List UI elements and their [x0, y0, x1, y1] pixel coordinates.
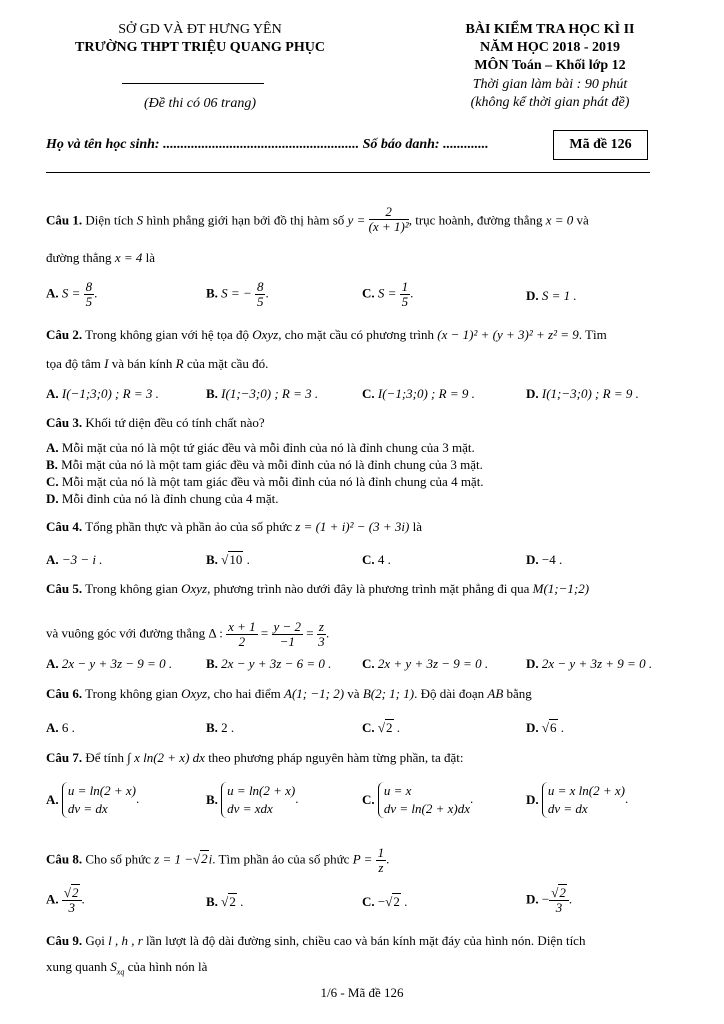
- q3-option-d[interactable]: D. Mỗi đỉnh của nó là đỉnh chung của 4 mặt.: [46, 491, 279, 506]
- question-text: Khối tứ diện đều có tính chất nào?: [85, 415, 265, 430]
- q1-option-b[interactable]: B. S = − $\frac{8}{5}$ .: [206, 279, 269, 309]
- question-9-line2: [46, 959, 684, 981]
- exam-code-box: Mã đề 126: [553, 130, 648, 160]
- q2-option-d[interactable]: D. I(1;−3;0) ; R = 9 .: [526, 386, 639, 401]
- q5-option-a[interactable]: A. 2x − y + 3z − 9 = 0 .: [46, 656, 173, 671]
- question-label: Câu 2.: [46, 327, 83, 342]
- q2-option-c[interactable]: C. I(−1;3;0) ; R = 9 .: [362, 386, 475, 401]
- q7-option-c[interactable]: C. u = x dv = ln(2 + x)dx .: [362, 783, 474, 816]
- math-expr: x = 0: [545, 212, 574, 228]
- math-expr: P =: [352, 851, 373, 867]
- q5-option-c[interactable]: C. 2x + y + 3z − 9 = 0 .: [362, 656, 489, 671]
- question-text: bằng: [506, 686, 532, 701]
- question-text: , phương trình nào dưới đây là phương trình mặt phẳng đi qua: [207, 581, 530, 596]
- q6-option-a[interactable]: A. 6 .: [46, 720, 75, 735]
- q5-option-d[interactable]: D. 2x − y + 3z + 9 = 0 .: [526, 656, 653, 671]
- math-expr: y =: [347, 212, 366, 228]
- q3-option-b[interactable]: B. Mỗi mặt của nó là một tam giác đều và mỗi đỉnh của nó là đỉnh chung của 3 mặt.: [46, 457, 483, 472]
- question-text: hình phẳng giới hạn bởi đồ thị hàm số: [146, 212, 345, 228]
- question-6: [46, 686, 684, 702]
- question-text: và bán kính: [111, 356, 173, 371]
- q4-option-c[interactable]: C. 4 .: [362, 552, 391, 567]
- math-var: Oxyz: [181, 581, 208, 596]
- question-text: và vuông góc với đường thẳng: [46, 625, 206, 641]
- q8-option-a[interactable]: A. $\frac{√2}{3}$ .: [46, 885, 85, 915]
- math-subscript: xq: [116, 967, 125, 977]
- question-1-line2: [46, 250, 684, 266]
- page-footer: 1/6 - Mã đề 126: [320, 985, 404, 1000]
- math-var: S: [136, 212, 144, 228]
- question-text: Gọi: [85, 933, 105, 948]
- q8-option-d[interactable]: D. − $\frac{√2}{3}$ .: [526, 885, 573, 915]
- math-expr: (x − 1)² + (y + 3)² + z² = 9: [437, 327, 579, 342]
- p-fraction: $\frac{1}{z}$: [377, 845, 385, 875]
- function-fraction: $\frac{2}{\text{(x + 1)²}}$: [368, 204, 409, 234]
- math-expr: z = (1 + i)² − (3 + 3i): [295, 519, 410, 534]
- question-text: . Tìm: [578, 327, 607, 342]
- q6-option-c[interactable]: C. √2 .: [362, 720, 401, 735]
- q8-option-b[interactable]: B. √2 .: [206, 894, 244, 909]
- page-count-note: (Đề thi có 06 trang): [144, 96, 256, 111]
- question-text: . Độ dài đoạn: [414, 686, 485, 701]
- question-text: lần lượt là độ dài đường sinh, chiều cao và bán kính mặt đáy của hình nón. Diện tích: [146, 933, 586, 948]
- question-5: [46, 581, 684, 597]
- question-8: Câu 8. Cho số phức z = 1 −√2i. Tìm phần ảo của số phức P = $\frac{1}{z}$ .: [46, 845, 390, 875]
- question-text: của mặt cầu đó.: [186, 356, 269, 371]
- q7-option-d[interactable]: D. u = x ln(2 + x) dv = dx .: [526, 783, 629, 816]
- math-expr: l , h , r: [108, 933, 143, 948]
- question-text: . Tìm phần ảo của số phức: [212, 851, 350, 867]
- exam-time: Thời gian làm bài : 90 phút: [472, 77, 628, 92]
- question-text: Để tính: [85, 750, 125, 765]
- question-text: , trục hoành, đường thẳng: [408, 212, 543, 228]
- question-text: xung quanh: [46, 959, 108, 974]
- question-text: Trong không gian với hệ tọa độ: [85, 327, 249, 342]
- line-fraction: $\frac{x + 1}{2}$: [228, 619, 256, 649]
- math-var: AB: [487, 686, 504, 701]
- q1-option-a[interactable]: A. S = $\frac{8}{5}$ .: [46, 279, 98, 309]
- math-expr: Δ :: [208, 625, 223, 641]
- question-9: [46, 933, 684, 949]
- question-label: Câu 1.: [46, 212, 83, 228]
- math-var: Oxyz: [181, 686, 208, 701]
- math-expr: A(1; −1; 2): [284, 686, 345, 701]
- question-3: [46, 415, 684, 431]
- question-text: Cho số phức: [85, 851, 151, 867]
- question-label: Câu 8.: [46, 851, 83, 867]
- q3-option-a[interactable]: A. Mỗi mặt của nó là một tứ giác đều và mỗi đỉnh của nó là đỉnh chung của 3 mặt.: [46, 440, 475, 455]
- student-info-line: Họ và tên học sinh: ........................................................ Số báo danh: .............: [46, 137, 489, 152]
- math-var: Oxyz: [252, 327, 279, 342]
- q4-option-d[interactable]: D. −4 .: [526, 552, 563, 567]
- q1-option-c[interactable]: C. S = $\frac{1}{5}$ .: [362, 279, 414, 309]
- question-5-line2: và vuông góc với đường thẳng Δ : $\frac{x + 1}{2}$ = $\frac{y - 2}{-1}$ = $\frac{z}{3}$ .: [46, 619, 330, 649]
- question-text: , cho hai điểm: [207, 686, 281, 701]
- question-label: Câu 6.: [46, 686, 83, 701]
- question-2: [46, 327, 684, 343]
- question-text: tọa độ tâm: [46, 356, 101, 371]
- math-var: S: [110, 959, 117, 974]
- q8-option-c[interactable]: C. −√2 .: [362, 894, 408, 909]
- q1-option-d[interactable]: D. S = 1 .: [526, 288, 577, 303]
- question-7: [46, 750, 684, 766]
- question-text: và: [576, 212, 589, 228]
- line-fraction: $\frac{y - 2}{-1}$: [273, 619, 302, 649]
- math-expr: ∫ x ln(2 + x) dx: [127, 750, 205, 765]
- q6-option-d[interactable]: D. √6 .: [526, 720, 565, 735]
- subject: MÔN Toán – Khối lớp 12: [474, 58, 626, 73]
- q5-option-b[interactable]: B. 2x − y + 3z − 6 = 0 .: [206, 656, 332, 671]
- header-divider: [122, 83, 264, 84]
- math-var: R: [175, 356, 184, 371]
- math-expr: B(2; 1; 1): [362, 686, 415, 701]
- header-bottom-rule: [46, 172, 650, 173]
- question-1: [46, 204, 684, 236]
- question-text: Tổng phần thực và phần ảo của số phức: [85, 519, 293, 534]
- question-text: Diện tích: [85, 212, 134, 228]
- math-expr: z = 1 −: [154, 851, 194, 867]
- question-text: đường thẳng: [46, 250, 112, 265]
- question-label: Câu 9.: [46, 933, 83, 948]
- question-2-line2: [46, 356, 684, 372]
- question-text: là: [145, 250, 155, 265]
- question-text: của hình nón là: [127, 959, 208, 974]
- question-label: Câu 3.: [46, 415, 83, 430]
- question-text: Trong không gian: [85, 581, 178, 596]
- q7-option-b[interactable]: B. u = ln(2 + x) dv = xdx .: [206, 783, 299, 816]
- question-text: là: [412, 519, 422, 534]
- question-text: , cho mặt cầu có phương trình: [278, 327, 435, 342]
- department-name: SỞ GD VÀ ĐT HƯNG YÊN: [118, 22, 282, 37]
- math-expr: M(1;−1;2): [532, 581, 590, 596]
- q2-option-a[interactable]: A. I(−1;3;0) ; R = 3 .: [46, 386, 159, 401]
- math-expr: x = 4: [114, 250, 143, 265]
- school-name: TRƯỜNG THPT TRIỆU QUANG PHỤC: [75, 40, 325, 55]
- q2-option-b[interactable]: B. I(1;−3;0) ; R = 3 .: [206, 386, 319, 401]
- exam-title: BÀI KIỂM TRA HỌC KÌ II: [465, 22, 635, 37]
- question-label: Câu 5.: [46, 581, 83, 596]
- exam-time-note: (không kể thời gian phát đề): [470, 95, 630, 110]
- question-label: Câu 4.: [46, 519, 83, 534]
- question-text: Trong không gian: [85, 686, 178, 701]
- question-4: [46, 519, 684, 535]
- q3-option-c[interactable]: C. Mỗi mặt của nó là một tam giác đều và mỗi đỉnh của nó là đỉnh chung của 4 mặt.: [46, 474, 484, 489]
- school-year: NĂM HỌC 2018 - 2019: [480, 40, 620, 55]
- question-label: Câu 7.: [46, 750, 83, 765]
- q7-option-a[interactable]: A. u = ln(2 + x) dv = dx .: [46, 783, 140, 816]
- question-text: và: [347, 686, 360, 701]
- q4-option-b[interactable]: B. √10 .: [206, 552, 250, 567]
- line-fraction: $\frac{z}{3}$: [318, 619, 325, 649]
- q4-option-a[interactable]: A. −3 − i .: [46, 552, 103, 567]
- q6-option-b[interactable]: B. 2 .: [206, 720, 235, 735]
- math-var: I: [104, 356, 109, 371]
- question-text: theo phương pháp nguyên hàm từng phần, ta đặt:: [208, 750, 464, 765]
